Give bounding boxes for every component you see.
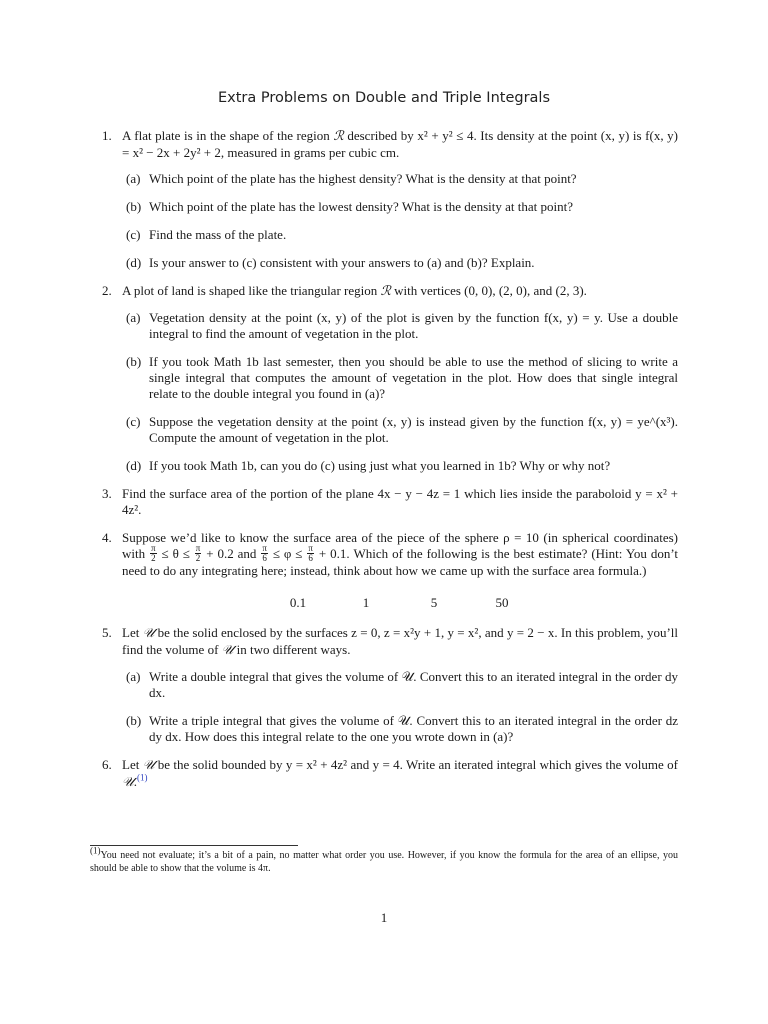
problem-parts — [122, 669, 678, 745]
problem-part: (a) Write a double integral that gives the volume of 𝒰. Convert this to an iterated integral in the order dy dx. — [126, 668, 678, 700]
problem-part: (a) Which point of the plate has the highest density? What is the density at that point? — [126, 171, 577, 186]
problem-number: 5. — [102, 624, 112, 640]
problem-number: 4. — [102, 530, 112, 545]
footnote-reference[interactable]: (1) — [136, 772, 148, 783]
problem-part: (c) Find the mass of the plate. — [126, 227, 287, 242]
problem-part: (d) If you took Math 1b, can you do (c) using just what you learned in 1b? Why or why not? — [126, 458, 611, 473]
fraction-pi-over-6: $\frac{\pi}{6}$ — [262, 542, 267, 563]
problem-statement: A flat plate is in the shape of the region ℛ described by x² + y² ≤ 4. Its density at the point (x, y) is f(x, y) = x² − 2x + 2y² + 2, measured in grams per cubic cm. — [122, 128, 678, 160]
region-symbol: ℛ — [380, 284, 391, 299]
answer-choice: 50 — [495, 594, 509, 610]
problem-number: 6. — [102, 756, 112, 772]
problem-number: 1. — [102, 128, 112, 143]
region-symbol: ℛ — [333, 129, 344, 144]
problem-statement: Find the surface area of the portion of the plane 4x − y − 4z = 1 which lies inside the paraboloid y = x² + 4z². — [122, 486, 678, 517]
problem-2 — [102, 283, 678, 474]
fraction-pi-over-6: $\frac{\pi}{6}$ — [308, 542, 313, 563]
solid-symbol: 𝒰 — [142, 757, 155, 773]
answer-choice: 0.1 — [289, 594, 307, 610]
problem-1 — [102, 128, 678, 271]
problem-part: (b) Write a triple integral that gives the volume of 𝒰. Convert this to an iterated integral in the order dz dy dx. How does this integral relate to the one you wrote down in (a)? — [126, 712, 678, 744]
problem-part: (c) Suppose the vegetation density at the point (x, y) is instead given by the function f(x, y) = ye^(x³). Compute the amount of vegetation in the plot. — [126, 414, 678, 445]
problem-4 — [102, 530, 678, 611]
answer-choice: 5 — [430, 594, 438, 610]
problem-statement: Let 𝒰 be the solid enclosed by the surfaces z = 0, z = x²y + 1, y = x², and y = 2 − x. In this problem, you’ll find the volume of 𝒰 in two different ways. — [122, 624, 679, 658]
solid-symbol: 𝒰 — [122, 774, 134, 790]
problem-part: (b) If you took Math 1b last semester, then you should be able to use the method of slicing to write a single integral that computes the amount of vegetation in the plot. How does that single integral relate to the double integral you found in (a)? — [126, 354, 678, 401]
problem-list — [102, 128, 678, 791]
problem-number: 2. — [102, 283, 112, 298]
problem-part: (d) Is your answer to (c) consistent with your answers to (a) and (b)? Explain. — [126, 255, 535, 270]
problem-statement: A plot of land is shaped like the triangular region ℛ with vertices (0, 0), (2, 0), and (2, 3). — [122, 283, 587, 299]
footnote — [90, 845, 678, 875]
answer-choices — [122, 595, 678, 611]
problem-statement: Let 𝒰 be the solid bounded by y = x² + 4z² and y = 4. Write an iterated integral which gives the volume of 𝒰.$^{(1)}$ — [122, 756, 678, 790]
problem-part: (b) Which point of the plate has the lowest density? What is the density at that point? — [126, 199, 573, 214]
solid-symbol: 𝒰 — [221, 642, 234, 658]
footnote-divider — [90, 845, 298, 846]
problem-3 — [102, 486, 678, 518]
footnote-text: You need not evaluate; it’s a bit of a pain, no matter what order you use. However, if you know the formula for the area of an ellipse, you should be able to show that the volume is 4π. — [90, 850, 678, 874]
problem-number: 3. — [102, 486, 112, 501]
problem-5 — [102, 625, 678, 745]
problem-6 — [102, 757, 678, 791]
answer-choice: 1 — [362, 594, 370, 610]
problem-parts — [122, 171, 678, 271]
fraction-pi-over-2: $\frac{\pi}{2}$ — [195, 542, 201, 563]
page-title: Extra Problems on Double and Triple Integrals — [217, 90, 551, 106]
footnote-marker: (1) — [90, 845, 101, 856]
problem-part: (a) Vegetation density at the point (x, y) of the plot is given by the function f(x, y) = y. Use a double integral to find the amount of vegetation in the plot. — [126, 310, 678, 341]
page-number: 1 — [380, 910, 388, 925]
problem-statement: Suppose we’d like to know the surface area of the piece of the sphere ρ = 10 (in spherical coordinates) with $\frac{\pi}{2}$ ≤ θ ≤ $\frac{\pi}{2}$ + 0.2 and $\frac{\pi}{6}$ ≤ φ ≤ $\frac{\pi}{6}$ + 0.1. Which of the following is the best estimate? (Hint: You don’t need to do any integrating here; instead, think about how we came up with the surface area formula.) — [122, 530, 679, 578]
solid-symbol: 𝒰 — [142, 625, 155, 641]
fraction-pi-over-2: $\frac{\pi}{2}$ — [151, 542, 156, 563]
problem-parts — [122, 310, 678, 474]
